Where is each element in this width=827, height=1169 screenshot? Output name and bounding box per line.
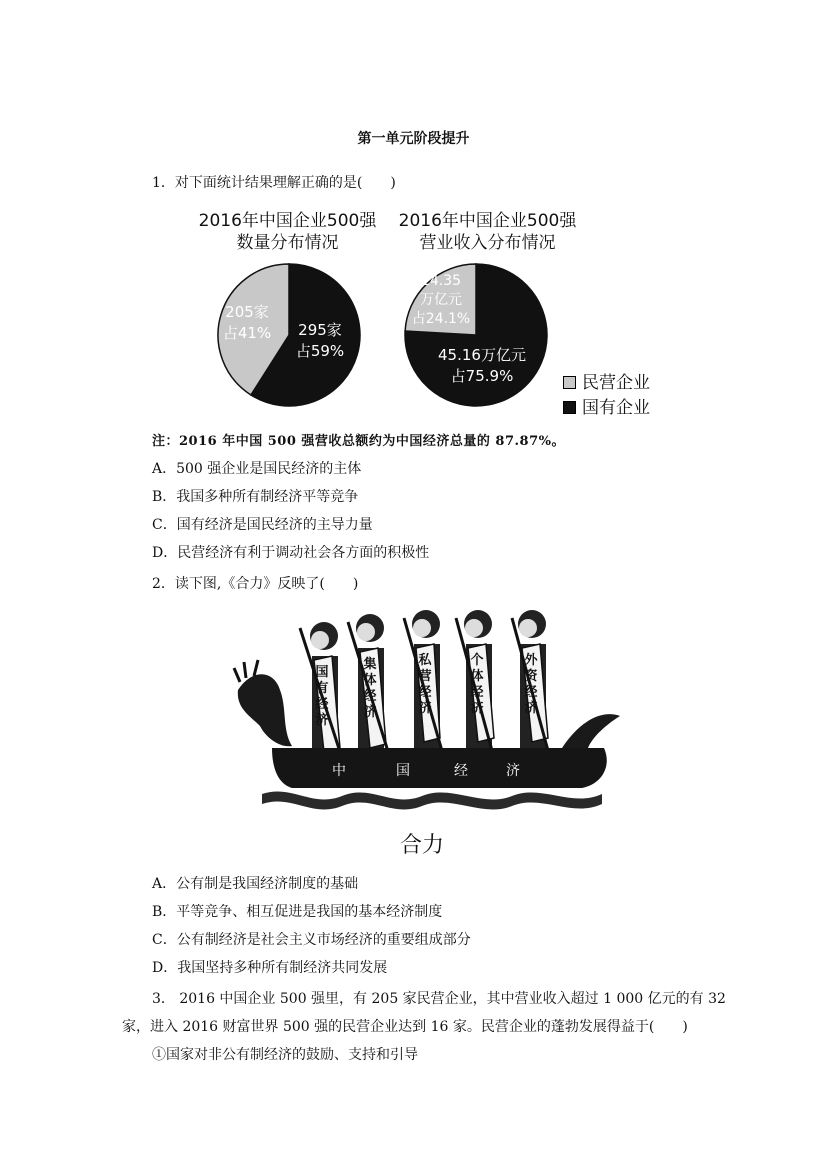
hull-char-3: 经 <box>454 763 468 779</box>
pie1-private-label-line2: 占41% <box>222 324 272 342</box>
legend-swatch-private <box>563 376 576 389</box>
legend-private <box>563 368 650 393</box>
dragon-head <box>238 674 292 746</box>
pie2-state-label-line2: 占75.9% <box>450 367 514 385</box>
question-1-stem: 1．对下面统计结果理解正确的是( ) <box>152 175 396 191</box>
pie1-title-line1: 2016年中国企业500强 <box>198 211 377 231</box>
pie2-private-label-line1: 14.35 <box>420 273 462 289</box>
legend-label-state: 国有企业 <box>582 398 650 418</box>
dragon-tail <box>562 714 620 748</box>
pie1-state-label-line2: 占59% <box>295 342 345 360</box>
rower-label-private: 私 营 经 济 <box>418 653 432 716</box>
q1-option-a: A．500 强企业是国民经济的主体 <box>152 461 362 477</box>
pie2-title-line2: 营业收入分布情况 <box>419 233 556 253</box>
rower-label-state: 国 有 经 济 <box>315 665 329 728</box>
q2-option-a: A．公有制是我国经济制度的基础 <box>152 876 359 892</box>
figure-caption: 合力 <box>400 833 445 858</box>
pie1-private-label <box>218 302 276 344</box>
pie1-state-label-line1: 295家 <box>298 321 342 339</box>
q1-option-b: B．我国多种所有制经济平等竞争 <box>152 489 359 505</box>
hull-char-4: 济 <box>506 763 520 779</box>
water-waves <box>262 791 602 809</box>
pie2-title <box>395 210 580 254</box>
legend-swatch-state <box>563 401 576 414</box>
hull-char-2: 国 <box>396 763 410 779</box>
legend-label-private: 民营企业 <box>582 373 650 393</box>
pie1-title <box>195 210 380 254</box>
pie2-private-label-line3: 占24.1% <box>411 311 471 327</box>
pie2-title-line1: 2016年中国企业500强 <box>398 211 577 231</box>
pie1-title-line2: 数量分布情况 <box>236 233 339 253</box>
pie2-private-label <box>411 272 471 329</box>
question-2-stem: 2．读下图,《合力》反映了( ) <box>152 576 359 592</box>
pie2-state-label-line1: 45.16万亿元 <box>438 346 526 364</box>
question-3-line-2: 家，进入 2016 财富世界 500 强的民营企业达到 16 家。民营企业的蓬勃发展得益于( ) <box>122 1019 688 1035</box>
q1-option-d: D．民营经济有利于调动社会各方面的积极性 <box>152 545 430 561</box>
q2-option-d: D．我国坚持多种所有制经济共同发展 <box>152 960 388 976</box>
question-3-line-1: 3． 2016 中国企业 500 强里，有 205 家民营企业，其中营业收入超过 1 000 亿元的有 32 <box>152 991 726 1007</box>
pie2-state-label <box>432 345 532 387</box>
question-3-item-1: ①国家对非公有制经济的鼓励、支持和引导 <box>152 1047 418 1063</box>
legend-state <box>563 393 650 418</box>
pie2-private-label-line2: 万亿元 <box>420 292 462 308</box>
rower-label-individual: 个 体 经 济 <box>470 653 484 716</box>
hull-char-1: 中 <box>332 763 346 779</box>
page-title: 第一单元阶段提升 <box>357 131 470 147</box>
question-1-note: 注：2016 年中国 500 强营收总额约为中国经济总量的 87.87%。 <box>152 434 565 449</box>
pie1-private-label-line1: 205家 <box>225 303 269 321</box>
q2-option-c: C．公有制经济是社会主义市场经济的重要组成部分 <box>152 932 471 948</box>
q2-option-b: B．平等竞争、相互促进是我国的基本经济制度 <box>152 904 443 920</box>
q1-option-c: C．国有经济是国民经济的主导力量 <box>152 517 373 533</box>
boat-hull <box>272 748 607 788</box>
rower-label-foreign: 外 资 经 济 <box>524 653 538 716</box>
rower-label-collective: 集 体 经 济 <box>363 657 377 720</box>
pie1-state-label <box>290 320 350 362</box>
